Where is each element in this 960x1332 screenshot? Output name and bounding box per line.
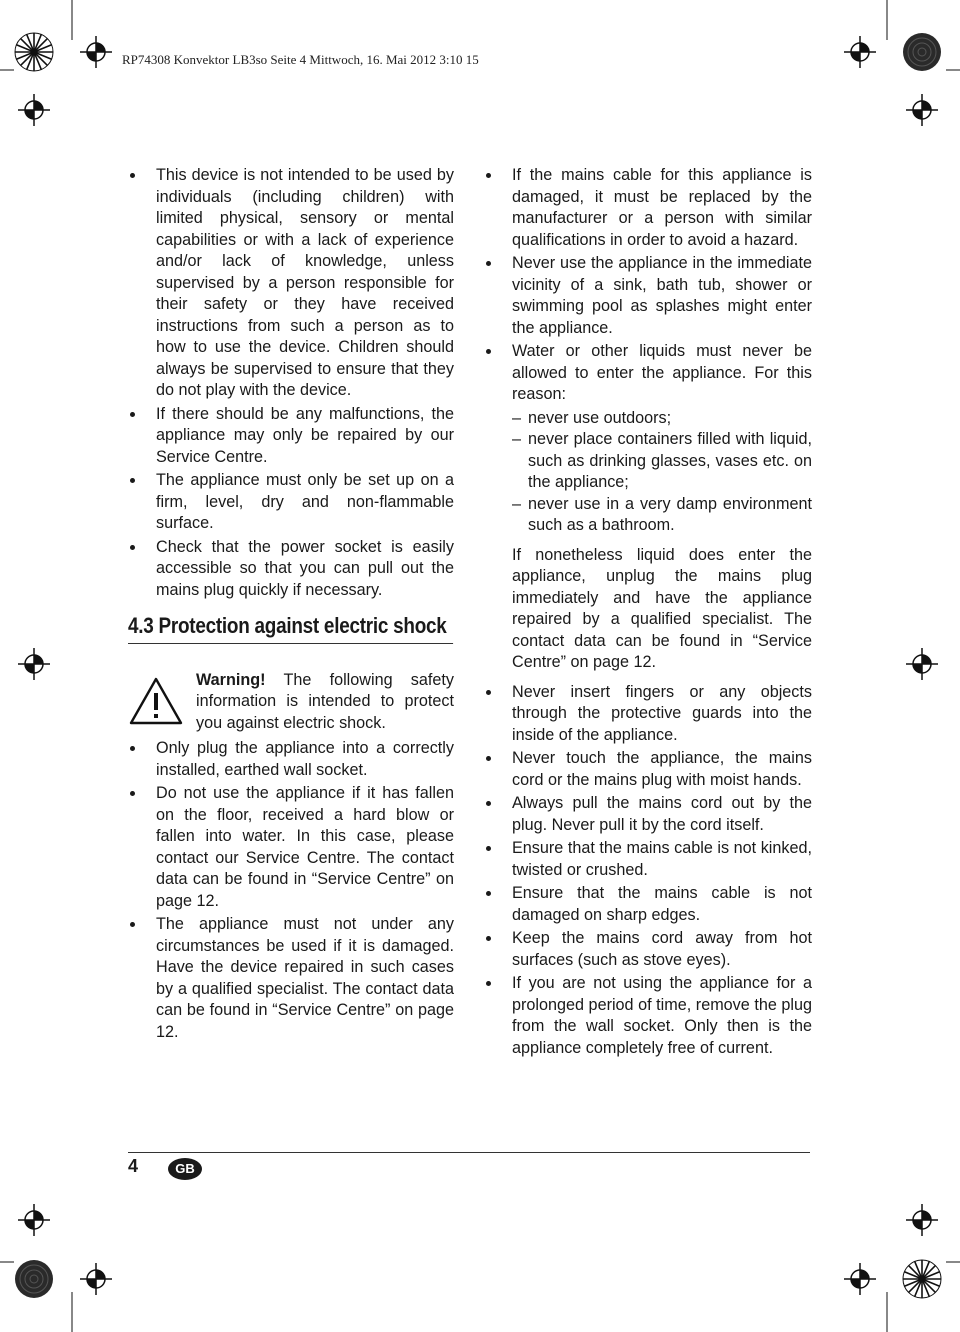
- warning-notice: [128, 670, 454, 735]
- page-number: 4: [128, 1156, 139, 1176]
- list-item: Do not use the appliance if it has fallen on the floor, received a hard blow or fallen into water. In this case, please contact our Service Centre. The contact data can be found in “Service Centre” on page 12.: [128, 783, 454, 912]
- list-item: The appliance must not under any circumstances be used if it is damaged. Have the device repaired in such cases by a qualified specialist. The contact data can be found in “Service Centre” on page 12.: [128, 914, 454, 1043]
- body-paragraph: If nonetheless liquid does enter the appliance, unplug the mains plug immediately and have the appliance repaired by a qualified specialist. The contact data can be found in “Service Centre” on page 12.: [512, 545, 812, 671]
- list-item: Keep the mains cord away from hot surfaces (such as stove eyes).: [484, 928, 812, 971]
- list-item: Never insert fingers or any objects through the protective guards into the inside of the appliance.: [484, 682, 812, 747]
- list-item: If there should be any malfunctions, the appliance may only be repaired by our Service Centre.: [128, 404, 454, 469]
- list-item: Ensure that the mains cable is not kinked, twisted or crushed.: [484, 838, 812, 881]
- list-item: Check that the power socket is easily accessible so that you can pull out the mains plug quickly if necessary.: [128, 537, 454, 602]
- dash-item: – never place containers filled with liquid, such as drinking glasses, vases etc. on the appliance;: [484, 429, 812, 494]
- dash-item: – never use in a very damp environment such as a bathroom.: [484, 494, 812, 537]
- list-item: Never use the appliance in the immediate vicinity of a sink, bath tub, shower or swimming pool as splashes might enter the appliance.: [484, 253, 812, 339]
- list-item: Ensure that the mains cable is not damaged on sharp edges.: [484, 883, 812, 926]
- list-item: This device is not intended to be used by individuals (including children) with limited physical, sensory or mental capabilities or with a lack of experience and/or lack of knowledge, unless supervised by a person responsible for their safety or they have received instructions from such a person as to how to use the device. Children should always be supervised to ensure that they do not play with the device.: [128, 165, 454, 402]
- print-header: RP74308 Konvektor LB3so Seite 4 Mittwoch, 16. Mai 2012 3:10 15: [122, 52, 479, 67]
- list-item: Always pull the mains cord out by the plug. Never pull it by the cord itself.: [484, 793, 812, 836]
- list-item: Never touch the appliance, the mains cord or the mains plug with moist hands.: [484, 748, 812, 791]
- list-item: If the mains cable for this appliance is damaged, it must be replaced by the manufacturer or a person with similar qualifications in order to avoid a hazard.: [484, 165, 812, 251]
- list-item: Only plug the appliance into a correctly installed, earthed wall socket.: [128, 738, 454, 781]
- list-item: The appliance must only be set up on a firm, level, dry and non-flammable surface.: [128, 470, 454, 535]
- right-column: [484, 165, 812, 1061]
- list-item: Water or other liquids must never be allowed to enter the appliance. For this reason:: [484, 341, 812, 406]
- list-item: If you are not using the appliance for a prolonged period of time, remove the plug from the wall socket. Only then is the appliance completely free of current.: [484, 973, 812, 1059]
- warning-triangle-icon: [128, 676, 184, 726]
- dash-item: – never use outdoors;: [484, 408, 812, 430]
- language-badge: GB: [168, 1158, 202, 1180]
- footer-rule: [128, 1152, 810, 1153]
- section-heading: 4.3 Protection against electric shock: [128, 615, 453, 644]
- warning-text: The following safety information is intended to protect you against electric shock.: [196, 670, 454, 732]
- warning-label: Warning!: [196, 670, 266, 689]
- left-column: [128, 165, 454, 1045]
